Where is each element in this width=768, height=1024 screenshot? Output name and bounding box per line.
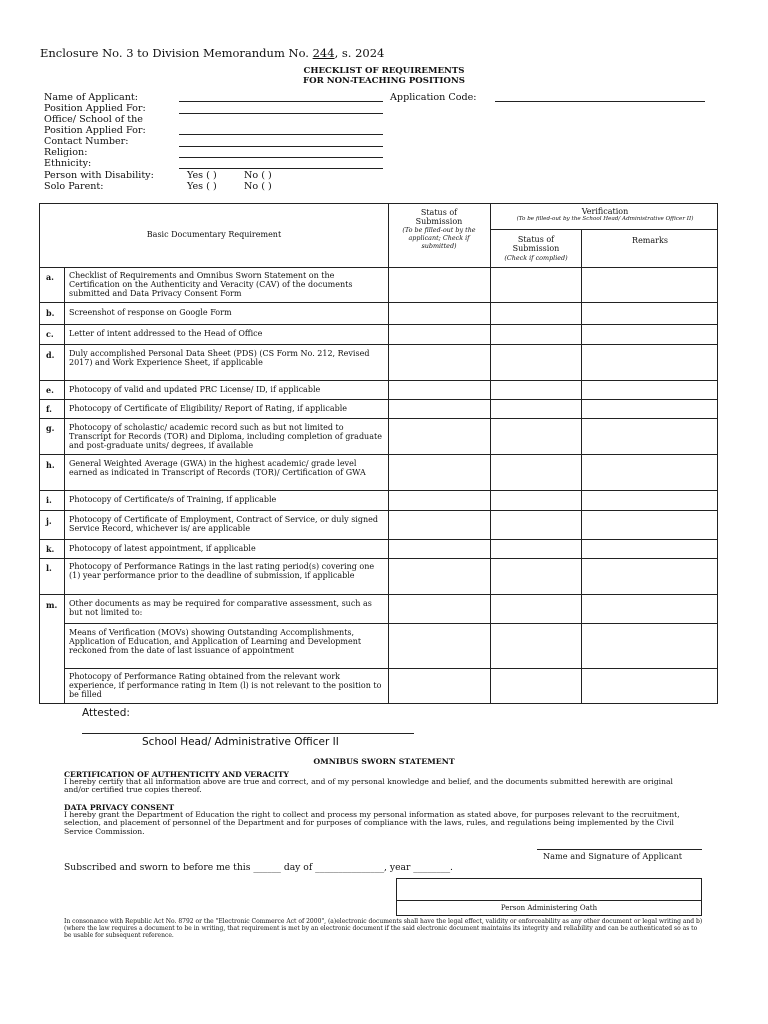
- ver-status-note: (Check if complied): [504, 254, 568, 262]
- row-line: [40, 380, 718, 381]
- requirement-text: Photocopy of Performance Rating obtained from the relevant work experience, if performance rating in Item (l) is not relevant to the position to be filled: [69, 672, 382, 699]
- religion-field[interactable]: [179, 157, 383, 158]
- ver-status-header: [492, 235, 580, 263]
- verification-header: [492, 207, 718, 223]
- row-letter: k.: [46, 544, 55, 554]
- pwd-no-option[interactable]: No ( ): [244, 170, 272, 181]
- requirement-text: Photocopy of scholastic/ academic record such as but not limited to Transcript for Records (TOR) and Diploma, including completion of graduate and post-graduate units/ degrees, if available: [69, 423, 382, 450]
- enclosure-line: [40, 46, 384, 60]
- oath-label: Person Administering Oath: [500, 904, 598, 912]
- applicant-signature-label: Name and Signature of Applicant: [543, 851, 683, 861]
- row-line: [40, 399, 718, 400]
- cav-text: I hereby certify that all information above are true and correct, and of my personal knowledge and belief, and the documents submitted herewith are original and/or certified true copies thereof.: [64, 777, 673, 795]
- status-header-title: Status of Submission: [415, 208, 463, 226]
- memo-number: 244: [312, 46, 335, 60]
- requirement-text: Photocopy of Certificate of Eligibility/ Report of Rating, if applicable: [69, 404, 348, 413]
- application-code-field[interactable]: [495, 101, 705, 102]
- applicant-signature-line[interactable]: [537, 849, 702, 850]
- row-line: [40, 558, 718, 559]
- office-field[interactable]: [179, 134, 383, 135]
- dpc-text: I hereby grant the Department of Education the right to collect and process my personal information as stated above, for purposes relevant to the recruitment, selection, and placement of personnel of the Department and for purposes of compliance with the laws, rules, and regulations being implemented by the Civil Service Commission.: [64, 810, 680, 836]
- requirement-text: Photocopy of Certificate/s of Training, if applicable: [69, 495, 277, 504]
- row-letter: m.: [46, 600, 58, 610]
- omnibus-title: OMNIBUS SWORN STATEMENT: [313, 757, 455, 766]
- ethnicity-label: Ethnicity:: [44, 158, 92, 169]
- row-letter: f.: [46, 404, 52, 414]
- form-subtitle: FOR NON-TEACHING POSITIONS: [303, 76, 465, 86]
- status-header: [391, 208, 487, 250]
- row-line: [40, 539, 718, 540]
- remarks-header: Remarks: [632, 236, 668, 245]
- row-line: [64, 668, 718, 669]
- enclosure-prefix: Enclosure No. 3 to Division Memorandum No.: [40, 46, 313, 60]
- row-line: [40, 490, 718, 491]
- requirement-text: Checklist of Requirements and Omnibus Sworn Statement on the Certification on the Authenticity and Veracity (CAV) of the documents submitted and Data Privacy Consent Form: [69, 271, 353, 298]
- row-line: [40, 344, 718, 345]
- cav-heading: CERTIFICATION OF AUTHENTICITY AND VERACITY: [64, 770, 289, 779]
- contact-field[interactable]: [179, 146, 383, 147]
- row-line: [40, 302, 718, 303]
- row-letter: j.: [46, 516, 52, 526]
- row-letter: d.: [46, 350, 55, 360]
- solo-no-option[interactable]: No ( ): [244, 181, 272, 192]
- ethnicity-field[interactable]: [179, 168, 383, 169]
- requirement-text: Duly accomplished Personal Data Sheet (PDS) (CS Form No. 212, Revised 2017) and Work Experience Sheet, if applicable: [69, 349, 370, 367]
- name-label: Name of Applicant:: [44, 92, 139, 103]
- ver-status-title: Status of Submission: [512, 235, 560, 253]
- row-letter: g.: [46, 423, 55, 433]
- application-code-label: Application Code:: [390, 92, 477, 103]
- solo-yes-option[interactable]: Yes ( ): [187, 181, 217, 192]
- row-line: [40, 267, 718, 268]
- requirement-text: Photocopy of latest appointment, if applicable: [69, 544, 256, 553]
- row-letter: i.: [46, 495, 52, 505]
- contact-label: Contact Number:: [44, 136, 129, 147]
- attested-label: Attested:: [82, 707, 130, 719]
- office-label-line1: Office/ School of the: [44, 114, 143, 125]
- requirement-text: Other documents as may be required for comparative assessment, such as but not limited to:: [69, 599, 372, 617]
- verification-title: Verification: [581, 207, 629, 216]
- requirement-text: Photocopy of Certificate of Employment, Contract of Service, or duly signed Service Record, whichever is/ are applicable: [69, 515, 378, 533]
- footnote: In consonance with Republic Act No. 8792 or the "Electronic Commerce Act of 2000", (a)electronic documents shall have the legal effect, validity or enforceability as any other document or legal writing and b) (where the law requires a document to be in writing, that requirement is met by an electronic document if the said electronic document maintains its integrity and reliability and can be authenticated so as to be usable for subsequent reference.: [64, 918, 703, 939]
- requirement-text: Means of Verification (MOVs) showing Outstanding Accomplishments, Application of Education, and Application of Learning and Development reckoned from the date of last issuance of appointment: [69, 628, 362, 655]
- row-line: [40, 510, 718, 511]
- pwd-label: Person with Disability:: [44, 170, 154, 181]
- row-letter: l.: [46, 563, 52, 573]
- letter-col-divider: [64, 267, 65, 704]
- pwd-yes-option[interactable]: Yes ( ): [187, 170, 217, 181]
- religion-label: Religion:: [44, 147, 88, 158]
- requirement-text: Screenshot of response on Google Form: [69, 308, 232, 317]
- row-line: [64, 623, 718, 624]
- requirement-text: Photocopy of Performance Ratings in the last rating period(s) covering one (1) year performance prior to the deadline of submission, if applicable: [69, 562, 375, 580]
- row-letter: b.: [46, 308, 55, 318]
- requirement-text: General Weighted Average (GWA) in the highest academic/ grade level earned as indicated in Transcript of Records (TOR)/ Certification of GWA: [69, 459, 366, 477]
- row-letter: c.: [46, 329, 54, 339]
- subscribed-line: Subscribed and sworn to before me this ______ day of _______________, year ________.: [64, 862, 453, 873]
- requirements-table: [39, 203, 718, 704]
- status-header-note: (To be filled-out by the applicant; Check if submitted): [402, 226, 476, 250]
- enclosure-suffix: , s. 2024: [334, 46, 385, 60]
- position-field[interactable]: [179, 113, 383, 114]
- office-label-line2: Position Applied For:: [44, 125, 146, 136]
- requirement-text: Photocopy of valid and updated PRC License/ ID, if applicable: [69, 385, 321, 394]
- verif-col-divider: [581, 229, 582, 704]
- row-letter: a.: [46, 272, 54, 282]
- requirement-text: Letter of intent addressed to the Head of Office: [69, 329, 263, 338]
- solo-parent-label: Solo Parent:: [44, 181, 104, 192]
- row-letter: h.: [46, 460, 55, 470]
- dpc-heading: DATA PRIVACY CONSENT: [64, 803, 175, 812]
- row-line: [40, 324, 718, 325]
- form-title: CHECKLIST OF REQUIREMENTS: [303, 66, 465, 76]
- row-line: [40, 418, 718, 419]
- position-label: Position Applied For:: [44, 103, 146, 114]
- name-field[interactable]: [179, 101, 383, 102]
- row-letter: e.: [46, 385, 54, 395]
- row-line: [40, 454, 718, 455]
- requirement-header: Basic Documentary Requirement: [146, 230, 282, 239]
- verification-note: (To be filled-out by the School Head/ Administrative Officer II): [516, 216, 694, 222]
- attested-signature-line[interactable]: [82, 733, 414, 734]
- verif-subheader-line: [490, 229, 718, 230]
- oath-line: [396, 900, 702, 901]
- row-line: [40, 594, 718, 595]
- attested-signatory: School Head/ Administrative Officer II: [142, 736, 339, 748]
